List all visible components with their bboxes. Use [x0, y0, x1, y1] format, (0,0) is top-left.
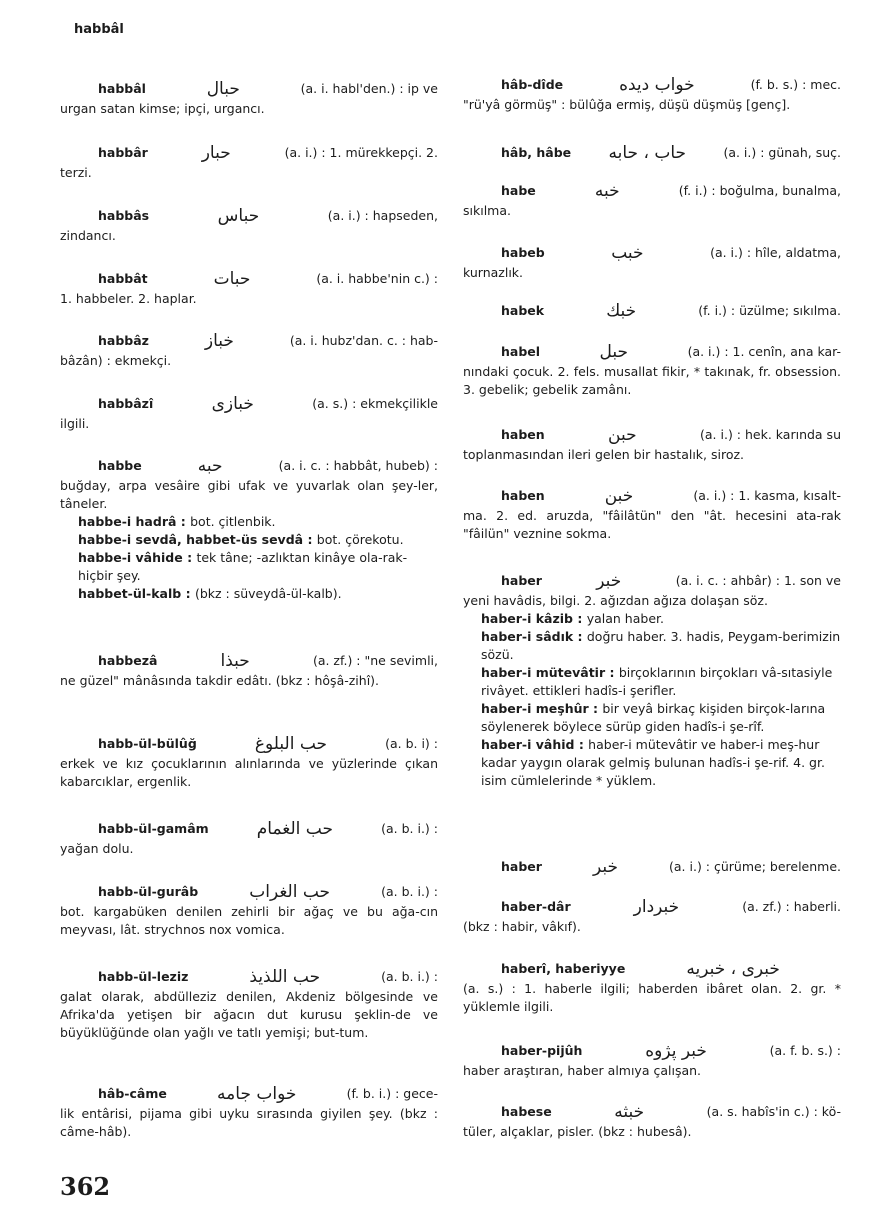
grammar-note: (a. i. habbe'nin c.) : — [316, 271, 438, 286]
arabic-script: حبل — [599, 342, 629, 362]
sub-headword: haber-i meşhûr : — [481, 701, 603, 716]
headword: haber-dâr — [501, 899, 571, 914]
grammar-note: (a. i.) : 1. mürekkepçi. 2. — [284, 145, 438, 160]
headword: habbât — [98, 271, 148, 286]
grammar-note: (a. i.) : 1. cenîn, ana kar- — [687, 344, 841, 359]
arabic-script: خواب جامه — [217, 1084, 297, 1104]
entry-head — [60, 455, 438, 477]
definition-text: yeni havâdis, bilgi. 2. ağızdan ağıza dolaşan söz. — [463, 593, 768, 608]
headword: habeb — [501, 245, 545, 260]
dictionary-entry — [463, 142, 841, 164]
dictionary-entry — [463, 242, 841, 282]
sub-definition: tek tâne; -azlıktan kinâye ola-rak- hiçbir şey. — [78, 550, 408, 583]
dictionary-entry — [60, 142, 438, 182]
dictionary-entry — [60, 818, 438, 858]
grammar-note: (a. zf.) : haberli. — [742, 899, 841, 914]
sub-entry — [463, 700, 841, 736]
definition-text: urgan satan kimse; ipçi, urgancı. — [60, 101, 265, 116]
arabic-script: حبه — [197, 456, 223, 476]
grammar-note: (f. b. i.) : gece- — [346, 1086, 438, 1101]
headword: habb-ül-leziz — [98, 969, 189, 984]
grammar-note: (a. i. habl'den.) : ip ve — [300, 81, 438, 96]
dictionary-entry — [463, 300, 841, 322]
dictionary-entry — [463, 856, 841, 878]
entry-head — [60, 142, 438, 164]
arabic-script: حبال — [206, 79, 240, 99]
headword: haberî, haberiyye — [501, 961, 626, 976]
sub-definition: haber-i mütevâtir ve haber-i meş-hur kadar yaygın olarak gelmiş bulunan hadîs-i şe-rif. 4. gr. isim cümlelerinde * yüklem. — [481, 737, 825, 788]
entry-head — [60, 78, 438, 100]
headword: habbâs — [98, 208, 150, 223]
grammar-note: (a. i.) : hek. karında su — [700, 427, 841, 442]
arabic-script: خبه — [594, 181, 620, 201]
grammar-note: (a. i.) : çürüme; berelenme. — [669, 859, 841, 874]
definition-text: bot. kargabüken denilen zehirli bir ağaç ve bu ağa-cın meyvası, lât. strychnos nox vomica. — [60, 904, 438, 937]
arabic-script: حاب ، حابه — [608, 143, 687, 163]
dictionary-entry — [463, 1040, 841, 1080]
headword: haber — [501, 859, 542, 874]
arabic-script: حبذا — [220, 651, 250, 671]
grammar-note: (a. b. i.) : — [381, 884, 438, 899]
headword: habb-ül-gurâb — [98, 884, 199, 899]
definition-text: ne güzel" mânâsında takdir edâtı. (bkz : hôşâ-zihî). — [60, 673, 380, 688]
definition-text: (bkz : habir, vâkıf). — [463, 919, 581, 934]
sub-definition: bot. çörekotu. — [316, 532, 404, 547]
sub-definition: bir veyâ birkaç kişiden birçok-larına söylenerek böylece sürüp giden hadîs-i şe-rîf. — [481, 701, 826, 734]
sub-headword: habbe-i hadrâ : — [78, 514, 191, 529]
entry-head — [60, 393, 438, 415]
arabic-script: حب اللذيذ — [249, 967, 321, 987]
dictionary-entry — [60, 966, 438, 1042]
headword: haben — [501, 427, 545, 442]
entry-head — [60, 205, 438, 227]
arabic-script: حب الغراب — [249, 882, 331, 902]
sub-entry — [463, 610, 841, 628]
headword: hâb-dîde — [501, 77, 564, 92]
sub-definition: bot. çitlenbik. — [190, 514, 276, 529]
definition-text: zindancı. — [60, 228, 116, 243]
grammar-note: (a. b. i.) : — [381, 969, 438, 984]
entry-head — [463, 1040, 841, 1062]
dictionary-entry — [60, 455, 438, 603]
sub-entry — [60, 513, 438, 531]
page-number: 362 — [60, 1172, 111, 1201]
entry-head — [60, 881, 438, 903]
dictionary-entry — [60, 650, 438, 690]
sub-definition: (bkz : süveydâ-ül-kalb). — [194, 586, 342, 601]
dictionary-entry — [60, 78, 438, 118]
arabic-script: خبب — [611, 243, 644, 263]
entry-head — [463, 142, 841, 164]
definition-text: ilgili. — [60, 416, 90, 431]
grammar-note: (f. i.) : üzülme; sıkılma. — [698, 303, 841, 318]
dictionary-entry — [463, 958, 841, 1016]
definition-text: erkek ve kız çocuklarının alınlarında ve yüzlerinde çıkan kabarcıklar, ergenlik. — [60, 756, 438, 789]
sub-definition: birçoklarının birçokları vâ-sıtasiyle rivâyet. ettikleri hadîs-i şerifler. — [481, 665, 833, 698]
sub-entry — [60, 549, 438, 585]
definition-text: galat olarak, abdülleziz denilen, Akdeniz bölgesinde ve Afrika'da yetişen bir ağacın dut kurusu şeklin-de ve büyüklüğünde olan yağlı ve tatlı yemişi; but-tum. — [60, 989, 438, 1040]
entry-head — [463, 856, 841, 878]
headword: habb-ül-bülûğ — [98, 736, 197, 751]
dictionary-entry — [463, 74, 841, 114]
sub-entry — [463, 628, 841, 664]
definition-text: toplanmasından ileri gelen bir hastalık, siroz. — [463, 447, 745, 462]
sub-headword: haber-i mütevâtir : — [481, 665, 619, 680]
entry-head — [463, 570, 841, 592]
entry-head — [463, 74, 841, 96]
sub-headword: haber-i sâdık : — [481, 629, 587, 644]
arabic-script: خبثه — [614, 1102, 645, 1122]
dictionary-entry — [463, 485, 841, 543]
entry-head — [60, 733, 438, 755]
grammar-note: (a. f. b. s.) : — [769, 1043, 841, 1058]
definition-text: 1. habbeler. 2. haplar. — [60, 291, 197, 306]
grammar-note: (a. b. i.) : — [381, 821, 438, 836]
dictionary-entry — [60, 268, 438, 308]
sub-headword: habbe-i sevdâ, habbet-üs sevdâ : — [78, 532, 317, 547]
definition-text: tüler, alçaklar, pisler. (bkz : hubesâ). — [463, 1124, 692, 1139]
headword: habese — [501, 1104, 552, 1119]
dictionary-entry — [463, 424, 841, 464]
arabic-script: خبازى — [211, 394, 254, 414]
sub-definition: doğru haber. 3. hadis, Peygam-berimizin sözü. — [481, 629, 841, 662]
grammar-note: (a. i.) : hîle, aldatma, — [710, 245, 841, 260]
sub-headword: haber-i vâhid : — [481, 737, 589, 752]
arabic-script: خبر — [596, 571, 622, 591]
headword: habbe — [98, 458, 142, 473]
entry-head — [463, 485, 841, 507]
entry-head — [60, 268, 438, 290]
entry-head — [463, 300, 841, 322]
grammar-note: (a. i.) : 1. kasma, kısalt- — [693, 488, 841, 503]
sub-entry — [60, 531, 438, 549]
dictionary-entry — [60, 733, 438, 791]
dictionary-entry — [463, 341, 841, 399]
headword: habe — [501, 183, 536, 198]
grammar-note: (a. i. c. : habbât, hubeb) : — [278, 458, 438, 473]
arabic-script: خبردار — [633, 897, 680, 917]
entry-head — [463, 242, 841, 264]
definition-text: ma. 2. ed. aruzda, "fâilâtün" den "ât. hecesini ata-rak "fâilün" veznine sokma. — [463, 508, 841, 541]
arabic-script: خبرى ، خبريه — [686, 959, 780, 979]
dictionary-entry — [60, 205, 438, 245]
headword: habbezâ — [98, 653, 158, 668]
entry-head — [60, 1083, 438, 1105]
dictionary-entry — [463, 896, 841, 936]
grammar-note: (a. zf.) : "ne sevimli, — [312, 653, 438, 668]
definition-text: kurnazlık. — [463, 265, 523, 280]
arabic-script: حبات — [213, 269, 251, 289]
headword: hâb-câme — [98, 1086, 167, 1101]
entry-head — [60, 650, 438, 672]
definition-text: terzi. — [60, 165, 92, 180]
running-header: habbâl — [74, 22, 124, 37]
grammar-note: (a. s.) : ekmekçilikle — [312, 396, 438, 411]
headword: habbâzî — [98, 396, 154, 411]
arabic-script: حب الغمام — [256, 819, 334, 839]
entry-head — [463, 180, 841, 202]
arabic-script: خباز — [204, 331, 234, 351]
headword: habb-ül-gamâm — [98, 821, 209, 836]
entry-head — [463, 424, 841, 446]
grammar-note: (a. b. i) : — [385, 736, 438, 751]
sub-headword: haber-i kâzib : — [481, 611, 587, 626]
entry-head — [463, 1101, 841, 1123]
grammar-note: (a. i.) : günah, suç. — [723, 145, 841, 160]
headword: habbâl — [98, 81, 146, 96]
definition-text: haber araştıran, haber almıya çalışan. — [463, 1063, 702, 1078]
definition-text: lik entârisi, pijama gibi uyku sırasında giyilen şey. (bkz : câme-hâb). — [60, 1106, 438, 1139]
headword: habek — [501, 303, 545, 318]
entry-head — [60, 330, 438, 352]
definition-text: yağan dolu. — [60, 841, 134, 856]
sub-entry — [463, 736, 841, 790]
headword: habel — [501, 344, 541, 359]
entry-head — [60, 818, 438, 840]
entry-head — [60, 966, 438, 988]
headword: habbâz — [98, 333, 149, 348]
dictionary-entry — [60, 1083, 438, 1141]
arabic-script: خبن — [604, 486, 634, 506]
arabic-script: خبك — [606, 301, 637, 321]
grammar-note: (f. i.) : boğulma, bunalma, — [678, 183, 841, 198]
dictionary-entry — [60, 881, 438, 939]
entry-head — [463, 958, 841, 980]
grammar-note: (a. s. habîs'in c.) : kö- — [706, 1104, 841, 1119]
dictionary-entry — [60, 330, 438, 370]
arabic-script: خواب ديده — [619, 75, 695, 95]
arabic-script: حباس — [217, 206, 260, 226]
dictionary-entry — [463, 180, 841, 220]
definition-text: buğday, arpa vesâire gibi ufak ve yuvarlak olan şey-ler, tâneler. — [60, 478, 438, 511]
definition-text: nındaki çocuk. 2. fels. musallat fikir, * takınak, fr. obsession. 3. gebelik; gebelik zamânı. — [463, 364, 841, 397]
definition-text: bâzân) : ekmekçi. — [60, 353, 172, 368]
arabic-script: خبر — [592, 857, 618, 877]
headword: haber-pijûh — [501, 1043, 583, 1058]
headword: habbâr — [98, 145, 148, 160]
dictionary-entry — [463, 1101, 841, 1141]
definition-text: sıkılma. — [463, 203, 511, 218]
arabic-script: حب البلوغ — [254, 734, 328, 754]
definition-text: (a. s.) : 1. haberle ilgili; haberden ibâret olan. 2. gr. * yüklemle ilgili. — [463, 981, 841, 1014]
arabic-script: خبر پژوه — [645, 1041, 707, 1061]
headword: haber — [501, 573, 542, 588]
entry-head — [463, 896, 841, 918]
grammar-note: (a. i. c. : ahbâr) : 1. son ve — [675, 573, 841, 588]
sub-entry — [60, 585, 438, 603]
sub-headword: habbet-ül-kalb : — [78, 586, 195, 601]
arabic-script: حبن — [608, 425, 637, 445]
grammar-note: (a. i.) : hapseden, — [327, 208, 438, 223]
arabic-script: حبار — [201, 143, 231, 163]
dictionary-entry — [60, 393, 438, 433]
sub-definition: yalan haber. — [586, 611, 664, 626]
entry-head — [463, 341, 841, 363]
definition-text: "rü'yâ görmüş" : bülûğa ermiş, düşü düşmüş [genç]. — [463, 97, 791, 112]
grammar-note: (f. b. s.) : mec. — [750, 77, 841, 92]
headword: haben — [501, 488, 545, 503]
dictionary-entry — [463, 570, 841, 790]
headword: hâb, hâbe — [501, 145, 572, 160]
sub-entry — [463, 664, 841, 700]
sub-headword: habbe-i vâhide : — [78, 550, 197, 565]
grammar-note: (a. i. hubz'dan. c. : hab- — [289, 333, 438, 348]
